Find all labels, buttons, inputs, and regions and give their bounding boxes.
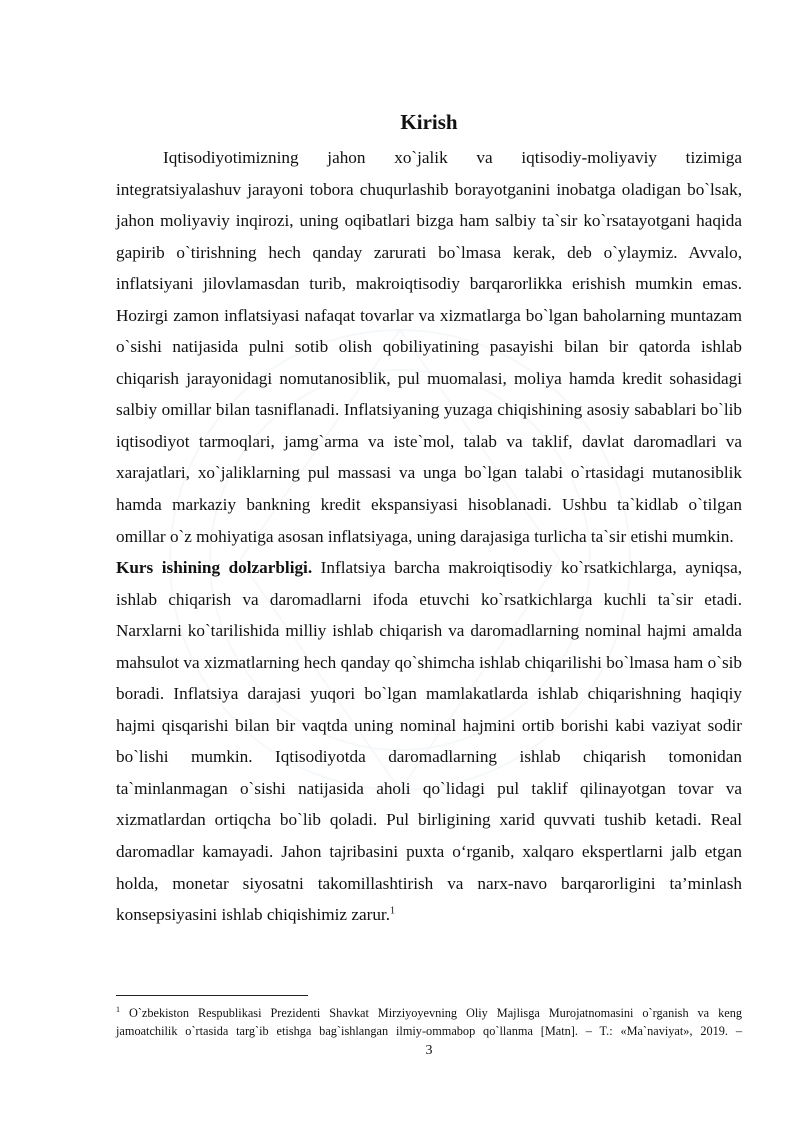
relevance-heading: Kurs ishining dolzarbligi. (116, 558, 313, 578)
intro-paragraph: Iqtisodiyotimizning jahon xo`jalik va iqtisodiy-moliyaviy tizimiga integratsiyalashuv jarayoni tobora chuqurlashib borayotganini inobatga oladigan bo`lsak, jahon moliyaviy inqirozi, uning oqibatlari bizga ham salbiy ta`sir ko`rsatayotgani haqida gapirib o`tirishning hech qanday zarurati bo`lmasa kerak, deb o`ylaymiz. Avvalo, inflatsiyani jilovlamasdan turib, makroiqtisodiy barqarorlikka erishish mumkin emas. Hozirgi zamon inflatsiyasi nafaqat tovarlar va xizmatlarga bo`lgan baholarning muntazam o`sishi natijasida pulni sotib olish qobiliyatining pasayishi bilan bir qatorda ishlab chiqarish jarayonidagi nomutanosiblik, pul muomalasi, moliya hamda kredit sohasidagi salbiy omillar bilan tasniflanadi. Inflatsiyaning yuzaga chiqishining asosiy sabablari bo`lib iqtisodiyot tarmoqlari, jamg`arma va iste`mol, talab va taklif, davlat daromadlari va xarajatlari, xo`jaliklarning pul massasi va unga bo`lgan talabi o`rtasidagi mutanosiblik hamda markaziy bankning kredit ekspansiyasi hisoblanadi. Ushbu ta`kidlab o`tilgan omillar o`z mohiyatiga asosan inflatsiyaga, uning darajasiga turlicha ta`sir etishi mumkin. (116, 148, 742, 546)
page-title: Kirish (400, 110, 458, 134)
footnote (116, 1004, 742, 1040)
relevance-text: Inflatsiya barcha makroiqtisodiy ko`rsatkichlarga, ayniqsa, ishlab chiqarish va daromadlarni ifoda etuvchi ko`rsatkichlarga kuchli ta`sir etadi. Narxlarni ko`tarilishida milliy ishlab chiqarish va daromadlarning nominal hajmi amalda mahsulot va xizmatlarning hech qanday qo`shimcha ishlab chiqarilishi bo`lmasa ham o`sib boradi. Inflatsiya darajasi yuqori bo`lgan mamlakatlarda ishlab chiqarishning haqiqiy hajmi qisqarishi bilan bir vaqtda uning nominal hajmini ortib borishi kabi vaziyat sodir bo`lishi mumkin. Iqtisodiyotda daromadlarning ishlab chiqarish tomonidan ta`minlanmagan o`sishi natijasida aholi qo`lidagi pul taklif qilinayotgan tovar va xizmatlardan ortiqcha bo`lib qoladi. Pul birligining xarid quvvati tushib ketadi. Real daromadlar kamayadi. Jahon tajribasini puxta o‘rganib, xalqaro ekspertlarni jalb etgan holda, monetar siyosatni takomillashtirish va narx-navo barqarorligini ta’minlash konsepsiyasini ishlab chiqishimiz zarur. (116, 558, 742, 925)
footnote-text: O`zbekiston Respublikasi Prezidenti Shavkat Mirziyoyevning Oliy Majlisga Murojatnomasini o`rganish va keng jamoatchilik o`rtasida targ`ib etishga bag`ishlangan ilmiy-ommabop qo`llanma [Matn]. – T.: «Ma`naviyat», 2019. – (116, 1006, 742, 1038)
footnote-reference[interactable]: 1 (390, 905, 396, 917)
footnote-separator (116, 995, 308, 996)
page-number: 3 (425, 1043, 433, 1058)
relevance-paragraph (116, 552, 742, 931)
main-text (116, 142, 742, 931)
footnote-marker: 1 (116, 1004, 120, 1014)
